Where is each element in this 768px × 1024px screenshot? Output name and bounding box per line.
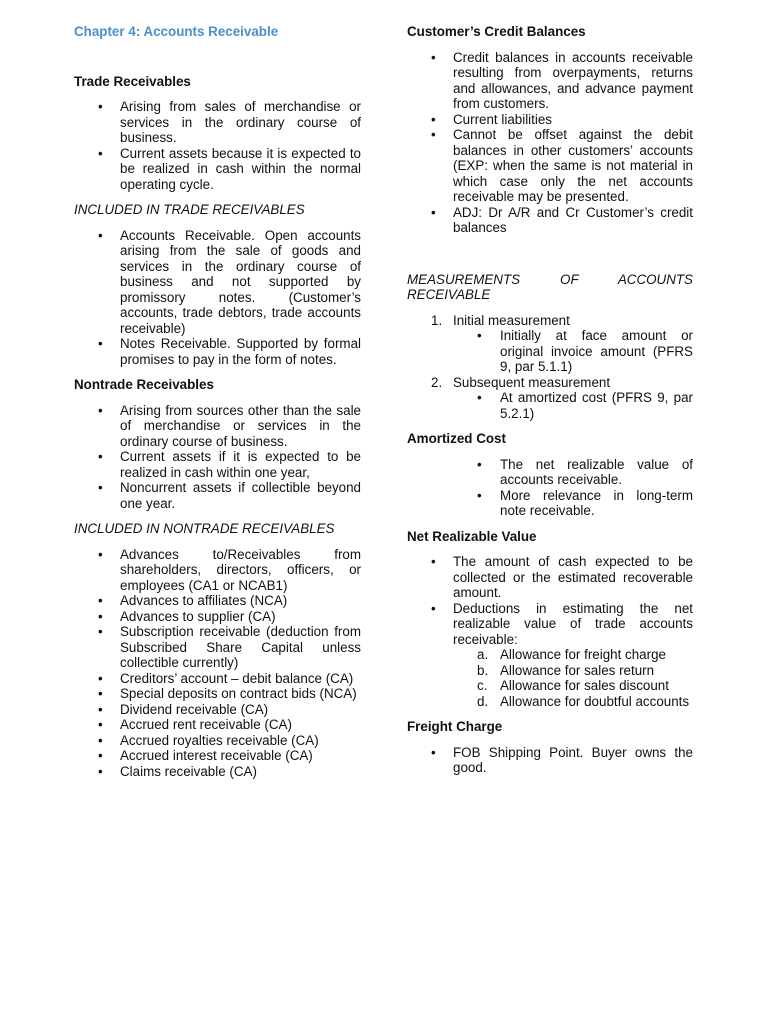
list-item: • Cannot be offset against the debit balances in other customers’ accounts (EXP: when the same is not material in which case only the net accounts receivable may be presented. <box>407 127 693 205</box>
list-item: • Advances to/Receivables from shareholders, directors, officers, or employees (CA1 or NCAB1) <box>74 547 361 594</box>
deduction-text: Allowance for doubtful accounts <box>500 693 690 709</box>
amortized-cost-list <box>407 457 693 519</box>
trade-receivables-list <box>74 99 361 192</box>
list-item: • Credit balances in accounts receivable resulting from overpayments, returns and allowances, and advance payment from customers. <box>407 50 693 112</box>
list-number: 2. <box>431 374 443 390</box>
list-item: • Accrued interest receivable (CA) <box>74 748 361 764</box>
sub-list <box>453 328 693 375</box>
chapter-title: Chapter 4: Accounts Receivable <box>74 24 279 39</box>
measurement-label: Initial measurement <box>453 312 570 328</box>
list-item <box>407 678 693 694</box>
list-letter: b. <box>477 662 489 678</box>
list-item: • Advances to supplier (CA) <box>74 609 361 625</box>
included-trade-heading: INCLUDED IN TRADE RECEIVABLES <box>74 202 305 217</box>
list-letter: a. <box>477 647 489 662</box>
list-item: • Dividend receivable (CA) <box>74 702 361 718</box>
list-item <box>407 647 693 663</box>
credit-balances-heading: Customer’s Credit Balances <box>407 24 586 39</box>
list-letter: d. <box>477 693 489 709</box>
list-item: • Accounts Receivable. Open accounts arising from the sale of goods and services in the ordinary course of business and not supported by promissory notes. (Customer’s accounts, trade debtors, trade accounts receivable) <box>74 228 361 337</box>
freight-charge-list <box>407 745 693 776</box>
list-item: • Current assets because it is expected to be realized in cash within the normal operating cycle. <box>74 146 361 193</box>
list-item <box>407 375 693 422</box>
list-item <box>407 313 693 375</box>
list-item: • Accrued royalties receivable (CA) <box>74 733 361 749</box>
credit-balances-list <box>407 50 693 236</box>
nontrade-receivables-heading: Nontrade Receivables <box>74 377 214 392</box>
measurement-label: Subsequent measurement <box>453 374 611 390</box>
list-item: • Creditors’ account – debit balance (CA) <box>74 671 361 687</box>
list-item: • Special deposits on contract bids (NCA) <box>74 686 361 702</box>
measurements-list <box>407 313 693 422</box>
deduction-text: Allowance for freight charge <box>500 647 666 662</box>
list-letter: c. <box>477 678 488 693</box>
nrv-list <box>407 554 693 647</box>
list-number: 1. <box>431 312 443 328</box>
list-item: • ADJ: Dr A/R and Cr Customer’s credit balances <box>407 205 693 236</box>
list-item: • Advances to affiliates (NCA) <box>74 593 361 609</box>
deduction-text: Allowance for sales return <box>500 662 655 678</box>
list-item: • The amount of cash expected to be collected or the estimated recoverable amount. <box>407 554 693 601</box>
list-item: • Claims receivable (CA) <box>74 764 361 780</box>
included-nontrade-list <box>74 547 361 780</box>
nrv-deductions-list <box>407 647 693 709</box>
list-item: • More relevance in long-term note receivable. <box>453 488 693 519</box>
list-item: • Accrued rent receivable (CA) <box>74 717 361 733</box>
list-item: • Arising from sources other than the sale of merchandise or services in the ordinary course of business. <box>74 403 361 450</box>
list-item <box>407 694 693 710</box>
list-item <box>407 601 693 648</box>
included-trade-list <box>74 228 361 368</box>
freight-charge-heading: Freight Charge <box>407 719 503 734</box>
nrv-deductions-intro: Deductions in estimating the net realizable value of trade accounts receivable: <box>453 600 693 647</box>
included-nontrade-heading: INCLUDED IN NONTRADE RECEIVABLES <box>74 521 335 536</box>
list-item <box>407 663 693 679</box>
list-item: • Notes Receivable. Supported by formal promises to pay in the form of notes. <box>74 336 361 367</box>
right-column <box>407 24 693 776</box>
measurements-heading: MEASUREMENTS OF ACCOUNTS RECEIVABLE <box>407 271 693 302</box>
list-item: • Arising from sales of merchandise or services in the ordinary course of business. <box>74 99 361 146</box>
sub-list <box>453 390 693 421</box>
nontrade-receivables-list <box>74 403 361 512</box>
list-item: • Current assets if it is expected to be realized in cash within one year, <box>74 449 361 480</box>
list-item: • Current liabilities <box>407 112 693 128</box>
list-item: • The net realizable value of accounts receivable. <box>453 457 693 488</box>
left-column <box>74 24 361 779</box>
sub-list-item: • Initially at face amount or original invoice amount (PFRS 9, par 5.1.1) <box>453 328 693 375</box>
sub-list-item: • At amortized cost (PFRS 9, par 5.2.1) <box>453 390 693 421</box>
list-item: • Subscription receivable (deduction from Subscribed Share Capital unless collectible currently) <box>74 624 361 671</box>
trade-receivables-heading: Trade Receivables <box>74 73 191 89</box>
deduction-text: Allowance for sales discount <box>500 678 669 693</box>
list-item: • FOB Shipping Point. Buyer owns the good. <box>407 745 693 776</box>
amortized-cost-heading: Amortized Cost <box>407 431 506 446</box>
list-item: • Noncurrent assets if collectible beyond one year. <box>74 480 361 511</box>
nrv-heading: Net Realizable Value <box>407 528 537 544</box>
